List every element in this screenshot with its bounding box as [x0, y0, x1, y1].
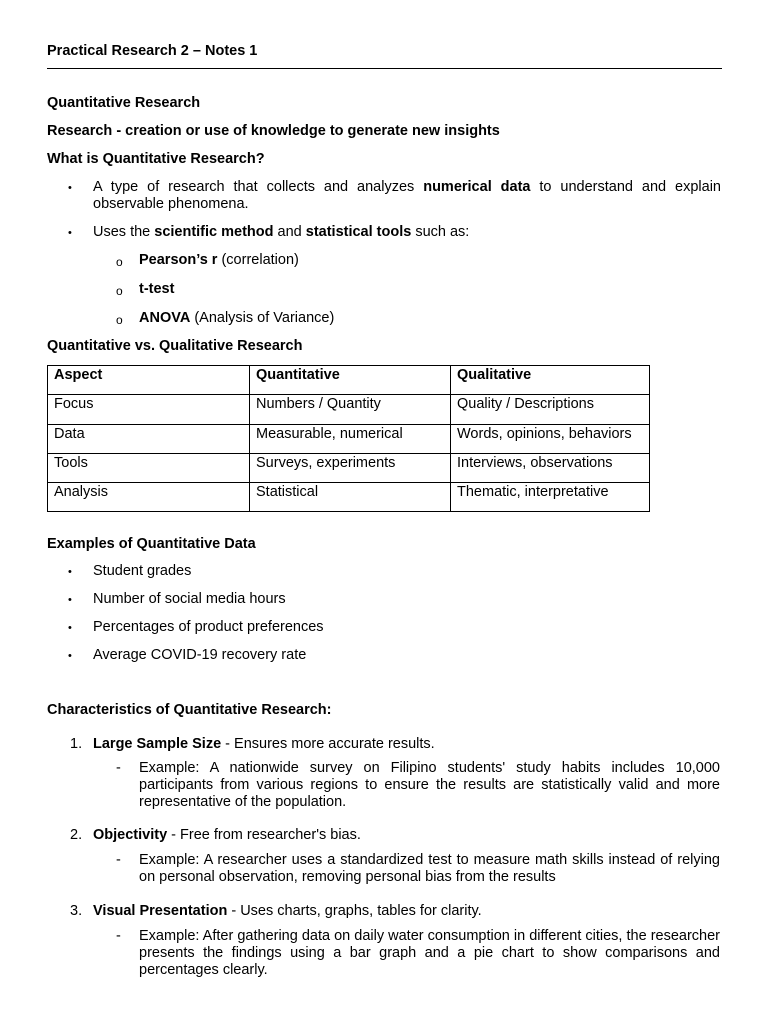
section-heading-quantitative: Quantitative Research	[47, 95, 201, 111]
table-cell: Measurable, numerical	[250, 424, 451, 453]
bullet-methods	[93, 224, 469, 240]
list-number: 3.	[70, 903, 83, 919]
tool-item	[139, 310, 334, 326]
tool-item	[139, 281, 174, 297]
tool-name: Pearson’s r	[139, 252, 218, 268]
bullet-bold: numerical data	[423, 179, 531, 195]
characteristic-item	[93, 827, 361, 843]
bullet-text: Uses the	[93, 224, 155, 240]
bullet-definition	[93, 179, 721, 213]
table-cell: Interviews, observations	[451, 453, 650, 482]
tool-name: t-test	[139, 281, 175, 297]
sub-bullet-marker: o	[116, 313, 123, 327]
table-cell: Numbers / Quantity	[250, 395, 451, 424]
characteristic-desc: - Ensures more accurate results.	[221, 736, 435, 752]
list-number: 2.	[70, 827, 83, 843]
page-title: Practical Research 2 – Notes 1	[47, 43, 258, 59]
comparison-table	[47, 365, 650, 512]
bullet-marker: •	[68, 227, 72, 239]
table-row	[48, 424, 650, 453]
sub-bullet-marker: o	[116, 255, 123, 269]
tool-desc: (correlation)	[217, 252, 299, 268]
bullet-bold: scientific method	[154, 224, 274, 240]
list-item: Number of social media hours	[93, 591, 286, 607]
question-heading: What is Quantitative Research?	[47, 151, 265, 167]
table-cell: Surveys, experiments	[250, 453, 451, 482]
bullet-text: such as:	[411, 224, 470, 240]
characteristic-title: Large Sample Size	[93, 736, 222, 752]
examples-heading: Examples of Quantitative Data	[47, 536, 256, 552]
bullet-bold: statistical tools	[305, 224, 412, 240]
table-header-cell: Quantitative	[250, 366, 451, 395]
table-row	[48, 395, 650, 424]
tool-name: ANOVA	[139, 310, 191, 326]
bullet-marker: •	[68, 182, 72, 194]
characteristic-example: Example: A nationwide survey on Filipino students' study habits includes 10,000 participants from various regions to ensure the results are statistically valid and more representative of the population.	[139, 760, 720, 810]
bullet-marker: •	[68, 650, 72, 662]
table-cell: Focus	[48, 395, 250, 424]
sub-bullet-marker: o	[116, 284, 123, 298]
characteristic-example: Example: After gathering data on daily water consumption in different cities, the researcher presents the findings using a bar graph and a pie chart to show comparisons and percentages clearly.	[139, 928, 720, 978]
bullet-text: and	[273, 224, 306, 240]
characteristic-title: Objectivity	[93, 827, 168, 843]
table-cell: Tools	[48, 453, 250, 482]
bullet-marker: •	[68, 622, 72, 634]
list-item: Student grades	[93, 563, 192, 579]
dash-marker: -	[116, 852, 121, 868]
characteristic-item	[93, 736, 435, 752]
table-header-cell: Aspect	[48, 366, 250, 395]
dash-marker: -	[116, 928, 121, 944]
table-cell: Words, opinions, behaviors	[451, 424, 650, 453]
table-row	[48, 453, 650, 482]
list-item: Percentages of product preferences	[93, 619, 324, 635]
table-cell: Statistical	[250, 483, 451, 512]
characteristic-desc: - Uses charts, graphs, tables for clarity.	[227, 903, 482, 919]
characteristic-title: Visual Presentation	[93, 903, 228, 919]
header-divider	[47, 68, 722, 69]
list-item: Average COVID-19 recovery rate	[93, 647, 307, 663]
table-header-row	[48, 366, 650, 395]
characteristics-heading: Characteristics of Quantitative Research:	[47, 702, 332, 718]
table-cell: Quality / Descriptions	[451, 395, 650, 424]
bullet-marker: •	[68, 566, 72, 578]
tool-item	[139, 252, 299, 268]
dash-marker: -	[116, 760, 121, 776]
comparison-heading: Quantitative vs. Qualitative Research	[47, 338, 303, 354]
research-definition: Research - creation or use of knowledge to generate new insights	[47, 123, 500, 139]
table-header-cell: Qualitative	[451, 366, 650, 395]
characteristic-desc: - Free from researcher's bias.	[167, 827, 361, 843]
table-cell: Thematic, interpretative	[451, 483, 650, 512]
bullet-text: A type of research that collects and analyzes	[93, 179, 424, 195]
bullet-marker: •	[68, 594, 72, 606]
list-number: 1.	[70, 736, 83, 752]
tool-desc: (Analysis of Variance)	[190, 310, 335, 326]
table-row	[48, 483, 650, 512]
bullet-text: to understand and explain observable phenomena.	[93, 179, 721, 212]
table-cell: Analysis	[48, 483, 250, 512]
table-cell: Data	[48, 424, 250, 453]
characteristic-example: Example: A researcher uses a standardized test to measure math skills instead of relying on personal observation, removing personal bias from the results	[139, 852, 720, 885]
characteristic-item	[93, 903, 482, 919]
